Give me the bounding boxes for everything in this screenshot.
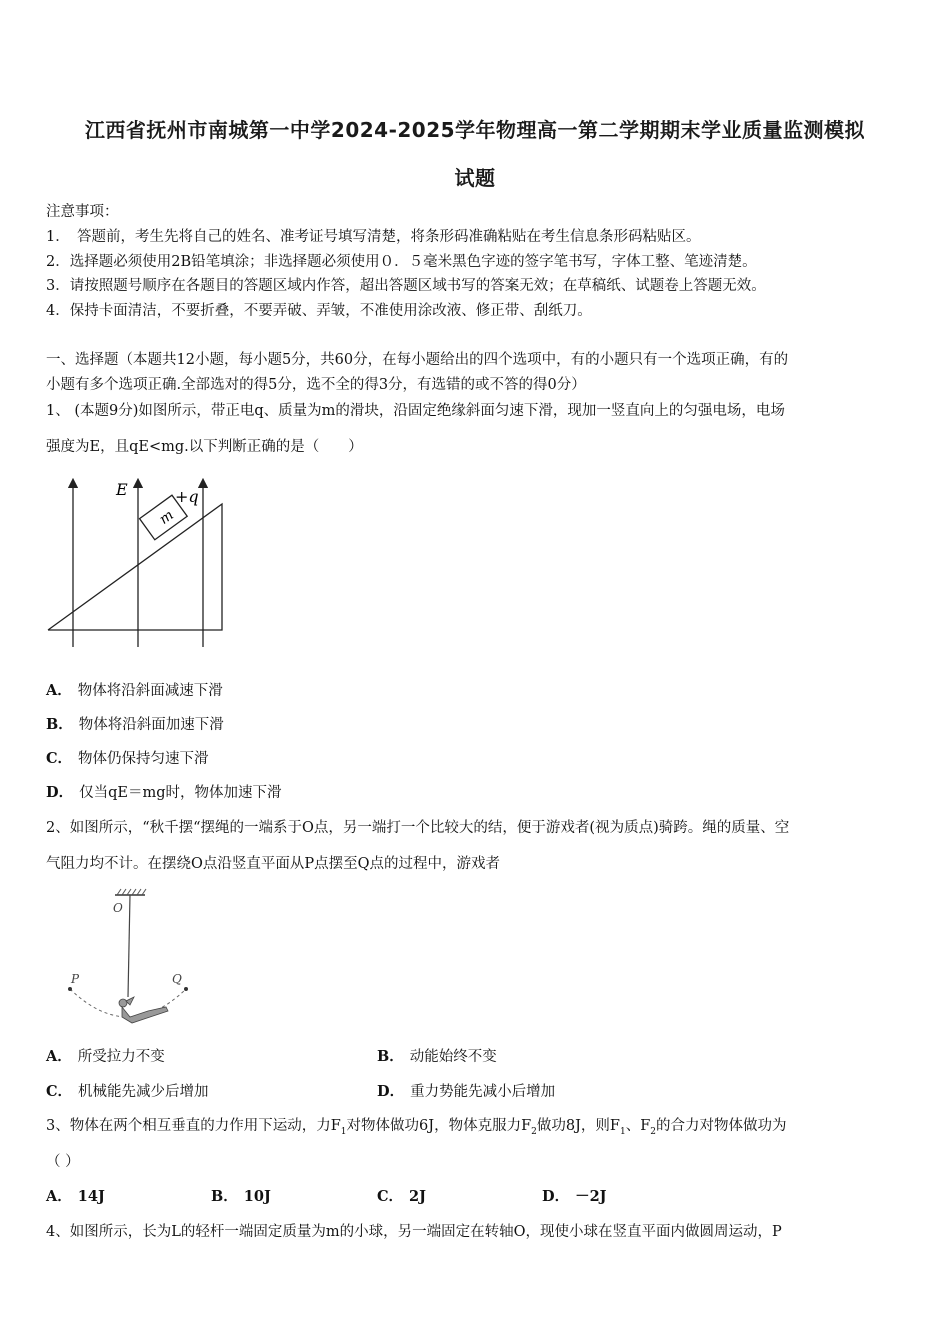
q2-swing-figure: [60, 885, 210, 1035]
q1-option-b[interactable]: B． 物体将沿斜面加速下滑: [46, 716, 224, 733]
swing-rope: [128, 895, 130, 997]
q3-option-d[interactable]: D． －2J: [542, 1188, 607, 1205]
q1-stem-line1: 1、 (本题9分)如图所示，带正电q、质量为m的滑块，沿固定绝缘斜面匀速下滑，现加一竖直向上的匀强电场，电场: [46, 403, 785, 419]
q1-incline-figure: [40, 475, 240, 655]
q2-stem-line2: 气阻力均不计。在摆绕O点沿竖直平面从P点摆至Q点的过程中，游戏者: [46, 856, 501, 872]
q1-option-d[interactable]: D． 仅当qE＝mg时，物体加速下滑: [46, 784, 282, 801]
q4-stem-line1: 4、如图所示，长为L的轻杆一端固定质量为m的小球，另一端固定在转轴O，现使小球在竖直平面内做圆周运动，P: [46, 1224, 782, 1240]
label-m: m: [156, 507, 177, 528]
q2-option-d[interactable]: D． 重力势能先减小后增加: [377, 1083, 556, 1100]
label-E: E: [116, 480, 128, 499]
incline-plane: [48, 504, 222, 630]
point-P: [68, 987, 72, 991]
section-instructions-line2: 小题有多个选项正确.全部选对的得5分，选不全的得3分，有选错的或不答的得0分）: [46, 377, 586, 393]
label-Q: Q: [172, 972, 182, 986]
section-instructions-line1: 一、选择题（本题共12小题，每小题5分，共60分，在每小题给出的四个选项中，有的小题只有一个选项正确，有的: [46, 352, 789, 368]
q1-option-a[interactable]: A． 物体将沿斜面减速下滑: [46, 682, 223, 699]
notice-heading: 注意事项：: [46, 204, 119, 220]
label-O: O: [113, 901, 123, 915]
q2-stem-line1: 2、如图所示，“秋千摆“摆绳的一端系于O点，另一端打一个比较大的结，便于游戏者(视为质点)骑跨。绳的质量、空: [46, 820, 790, 836]
q3-stem-line2: （ ）: [46, 1154, 80, 1170]
notice-item-1: 1． 答题前，考生先将自己的姓名、准考证号填写清楚，将条形码准确粘贴在考生信息条形码粘贴区。: [46, 229, 701, 245]
q2-option-b[interactable]: B． 动能始终不变: [377, 1048, 497, 1065]
q3-option-c[interactable]: C． 2J: [377, 1188, 426, 1205]
q3-option-a[interactable]: A． 14J: [46, 1188, 105, 1205]
point-Q: [184, 987, 188, 991]
label-q: +q: [175, 487, 199, 506]
q3-option-b[interactable]: B． 10J: [211, 1188, 271, 1205]
q2-option-a[interactable]: A． 所受拉力不变: [46, 1048, 165, 1065]
q2-option-c[interactable]: C． 机械能先减少后增加: [46, 1083, 209, 1100]
page-title: 江西省抚州市南城第一中学2024-2025学年物理高一第二学期期末学业质量监测模拟: [84, 118, 866, 142]
player-figure: [119, 997, 168, 1023]
label-P: P: [71, 972, 80, 986]
notice-item-4: 4．保持卡面清洁，不要折叠，不要弄破、弄皱，不准使用涂改液、修正带、刮纸刀。: [46, 303, 592, 319]
notice-item-3: 3．请按照题号顺序在各题目的答题区域内作答，超出答题区域书写的答案无效；在草稿纸、试题卷上答题无效。: [46, 278, 766, 294]
q1-option-c[interactable]: C． 物体仍保持匀速下滑: [46, 750, 209, 767]
q1-stem-line2: 强度为E，且qE<mg.以下判断正确的是（ ）: [46, 439, 363, 455]
q3-stem-line1: 3、物体在两个相互垂直的力作用下运动，力$F_1$对物体做功6J，物体克服力$F_2$做功8J，则$F_1$、$F_2$的合力对物体做功为: [46, 1118, 787, 1137]
notice-item-2: 2．选择题必须使用2B铅笔填涂；非选择题必须使用０．５毫米黑色字迹的签字笔书写，字体工整、笔迹清楚。: [46, 254, 757, 270]
page-title-continued: 试题: [454, 166, 496, 190]
